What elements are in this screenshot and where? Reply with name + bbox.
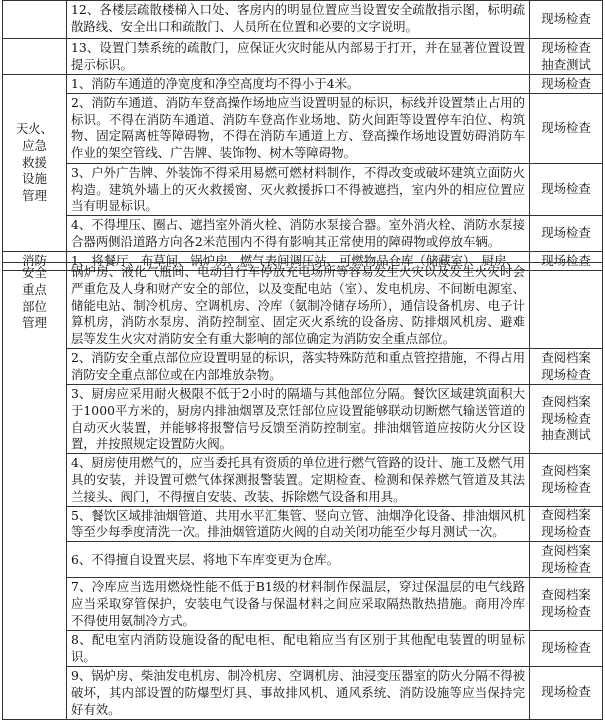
table-row xyxy=(3,631,603,667)
table-row xyxy=(3,263,603,349)
requirement-text: 3、厨房应采用耐火极限不低于2小时的隔墙与其他部位分隔。餐饮区域建筑面积大于1000平方米的，厨房内排油烟罩及烹饪部位应设置能够联动切断燃气输送管道的自动灭火装置，并能够将报警信号反馈至消防控制室。排油烟管道应按防火分区设置，并按照规定设置防火阀。 xyxy=(67,385,530,454)
table-row xyxy=(3,349,603,385)
table-row xyxy=(3,1,603,39)
category-key-areas: 安全 重点 部位 管理 xyxy=(3,263,67,720)
check-method: 查阅档案 现场检查 xyxy=(530,578,603,631)
table-row xyxy=(3,667,603,719)
check-method: 现场检查 xyxy=(530,667,603,719)
table-row xyxy=(3,39,603,75)
check-method: 现场检查 xyxy=(530,1,603,39)
requirement-text: 1、消防车通道的净宽度和净空高度均不得小于4米。 xyxy=(67,75,530,94)
table-row xyxy=(3,93,603,163)
table-row xyxy=(3,75,603,94)
table-row xyxy=(3,385,603,454)
requirement-text: 4、厨房使用燃气的，应当委托具有资质的单位进行燃气管路的设计、施工及燃气用具的安装，并设置可燃气体探测报警装置。定期检查、检测和保养燃气管道及其法兰接头、阀门，不得擅自安装、改装、拆除燃气设备和用具。 xyxy=(67,454,530,506)
category-fire-safety: 消防 xyxy=(3,252,67,271)
check-method: 查阅档案 现场检查 xyxy=(530,506,603,542)
table-row xyxy=(3,163,603,215)
requirement-text: 7、冷库应当选用燃烧性能不低于B1级的材料制作保温层，穿过保温层的电气线路应当采取穿管保护，安装电气设备与保温材料之间应采取隔热散热措施。商用冷库不得使用氨制冷方式。 xyxy=(67,578,530,631)
category-emergency-rescue: 天火、 应急 救援 设施 管理 xyxy=(3,75,67,252)
check-method: 查阅档案 现场检查 xyxy=(530,542,603,578)
table-row xyxy=(3,542,603,578)
requirement-text: 9、锅炉房、柴油发电机房、制冷机房、空调机房、油浸变压器室的防火分隔不得被破坏，其内部设置的防爆型灯具、事故排风机、通风系统、消防设施等应当保持完好有效。 xyxy=(67,667,530,719)
table-row xyxy=(3,216,603,252)
check-method: 现场检查 xyxy=(530,216,603,252)
inspection-table-top xyxy=(2,0,603,271)
inspection-table-bottom xyxy=(2,262,603,720)
check-method: 现场检查 xyxy=(530,75,603,94)
requirement-text: 5、餐饮区域排油烟管道、共用水平汇集管、竖向立管、油烟净化设备、排油烟风机等至少每季度清洗一次。排油烟管道防火阀的自动关闭功能至少每月测试一次。 xyxy=(67,506,530,542)
requirement-text: 4、不得埋压、圈占、遮挡室外消火栓、消防水泵接合器。室外消火栓、消防水泵接合器两侧沿道路方向各2米范围内不得有影响其正常使用的障碍物或停放车辆。 xyxy=(67,216,530,252)
requirement-text: 锅炉房、液化气瓶间、电动自行车停放充电场所等容易发生火灾以及发生火灾时会严重危及人身和财产安全的部位，以及变配电站（室）、发电机房、不间断电源室、储能电站、制冷机房、空调机房、冷库（氨制冷储存场所），通信设备机房、电子计算机房，消防水泵房、消防控制室、固定灭火系统的设备房、防排烟风机房、避难层等发生火灾对消防安全有重大影响的部位确定为消防安全重点部位。 xyxy=(67,263,530,349)
check-method: 查阅档案 现场检查 抽查测试 xyxy=(530,385,603,454)
table-row xyxy=(3,454,603,506)
requirement-text: 6、不得擅自设置夹层、将地下车库变更为仓库。 xyxy=(67,542,530,578)
requirement-text: 8、配电室内消防设施设备的配电柜、配电箱应当有区别于其他配电装置的明显标识。 xyxy=(67,631,530,667)
check-method xyxy=(530,263,603,349)
requirement-text: 2、消防安全重点部位应设置明显的标识，落实特殊防范和重点管控措施，不得占用消防安全重点部位或在内部堆放杂物。 xyxy=(67,349,530,385)
requirement-text: 3、户外广告牌、外装饰不得采用易燃可燃材料制作，不得改变或破坏建筑立面防火构造。建筑外墙上的灭火救援窗、灭火救援拆口不得被遮挡，室内外的相应位置应当有明显标识。 xyxy=(67,163,530,215)
check-method: 现场检查 xyxy=(530,252,603,271)
check-method: 查阅档案 现场检查 xyxy=(530,454,603,506)
requirement-text: 12、各楼层疏散楼梯入口处、客房内的明显位置应当设置安全疏散指示图，标明疏散路线、安全出口和疏散门、人员所在位置和必要的文字说明。 xyxy=(67,1,530,39)
table-row xyxy=(3,578,603,631)
check-method: 现场检查 抽查测试 xyxy=(530,39,603,75)
table-row xyxy=(3,506,603,542)
requirement-text: 13、设置门禁系统的疏散门，应保证火灾时能从内部易于打开，并在显著位置设置提示标识。 xyxy=(67,39,530,75)
check-method: 查阅档案 现场检查 xyxy=(530,349,603,385)
requirement-text: 2、消防车通道、消防车登高操作场地应当设置明显的标识，标线并设置禁止占用的标识。不得在消防车通道、消防车登高作业场地、防火间距等设置停车泊位、构筑物、固定隔离桩等障碍物，不得在消防车通道上方、登高操作场地设置妨碍消防车作业的架空管线、广告牌、装饰物、树木等障碍物。 xyxy=(67,93,530,163)
category-cell-empty xyxy=(3,1,67,39)
check-method: 现场检查 xyxy=(530,163,603,215)
category-cell-empty xyxy=(3,39,67,75)
check-method: 现场检查 xyxy=(530,631,603,667)
check-method: 现场检查 xyxy=(530,93,603,163)
requirement-text: 1、将餐厅、布草间、锅炉房、燃气表间调压站、可燃物品仓库（储藏室）、厨房、 xyxy=(67,252,530,271)
